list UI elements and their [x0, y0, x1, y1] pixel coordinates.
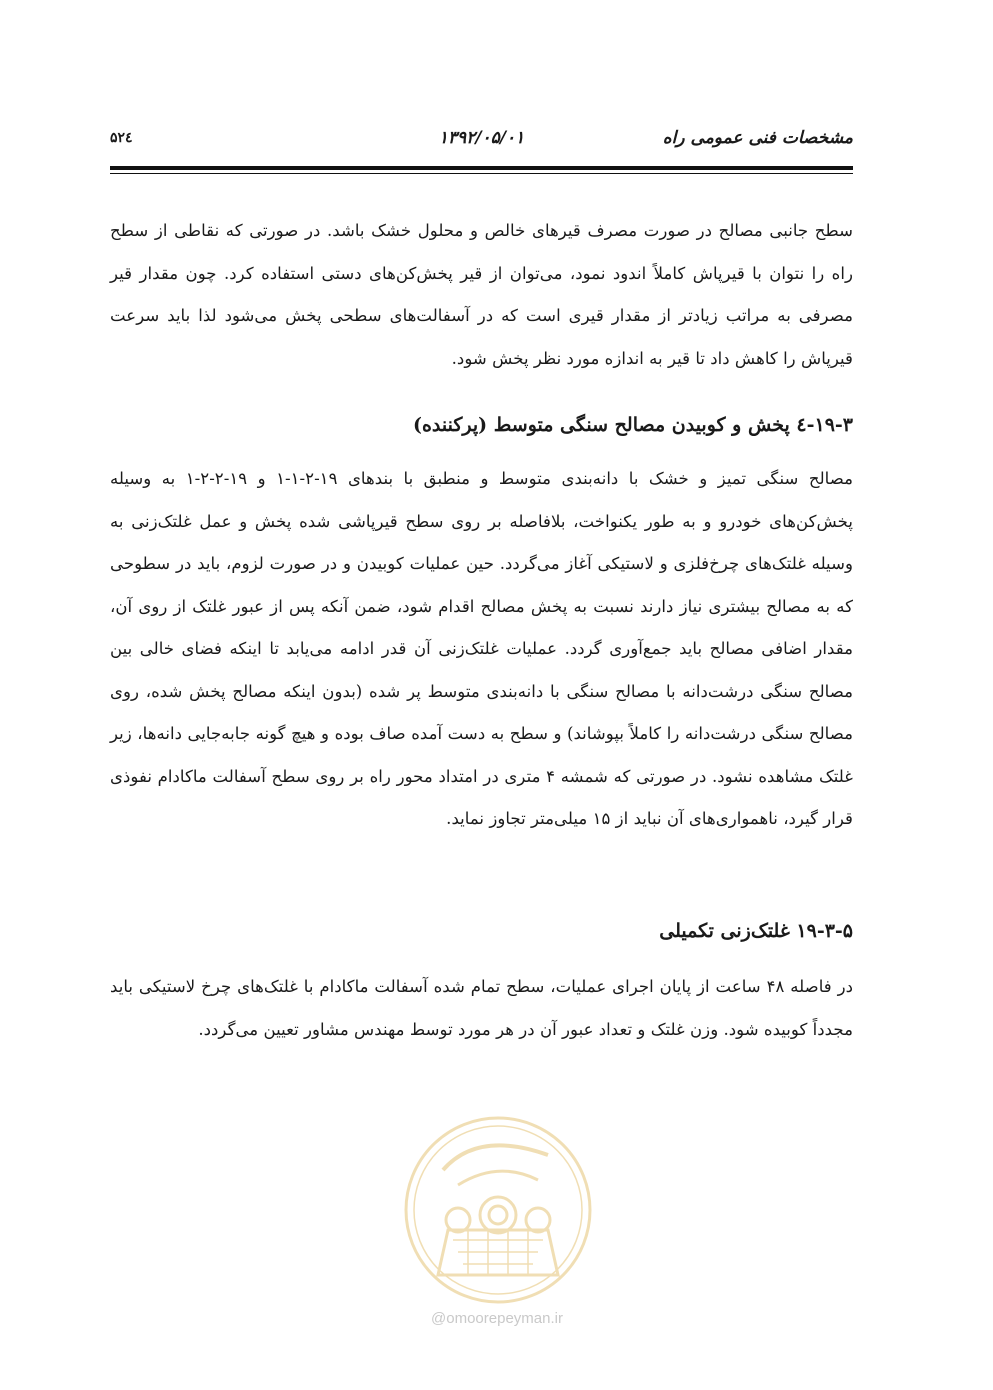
header-date: ۱۳۹۲/۰۵/۰۱ — [438, 128, 525, 148]
header-title: مشخصات فنی عمومی راه — [662, 128, 853, 148]
watermark-logo — [398, 1110, 598, 1320]
paragraph-final-rolling: در فاصله ۴۸ ساعت از پایان اجرای عملیات، سطح تمام شده آسفالت ماکادام با غلتک‌های چرخ لاستیکی باید مجدداً کوبیده شود. وزن غلتک و تعداد عبور آن در هر مورد توسط مهندس مشاور تعیین می‌گردد. — [110, 977, 853, 1039]
section-heading-19-3-4: ۱۹-۳-٤ پخش و کوبیدن مصالح سنگی متوسط (پرکننده) — [412, 414, 853, 436]
section-heading-19-3-5: ۱۹-۳-۵ غلتک‌زنی تکمیلی — [659, 920, 853, 942]
header-rule-thick — [110, 166, 853, 170]
page-number: ۵۲٤ — [110, 130, 133, 146]
paragraph-spreading: مصالح سنگی تمیز و خشک با دانه‌بندی متوسط و منطبق با بندهای ۱۹-۲-۱-۱ و ۱۹-۲-۲-۱ به وسیله پخش‌کن‌های خودرو و به طور یکنواخت، بلافاصله بر روی سطح قیرپاشی شده پخش و عمل غلتک‌زنی به وسیله غلتک‌های چرخ‌فلزی و لاستیکی آغاز می‌گردد. حین عملیات کوبیدن و در صورت لزوم، باید در سطوحی که به مصالح بیشتری نیاز دارند نسبت به پخش مصالح اقدام شود، ضمن آنکه پس از عبور غلتک از روی آن، مقدار اضافی مصالح باید جمع‌آوری گردد. عملیات غلتک‌زنی آن قدر ادامه می‌یابد تا اینکه فضای خالی بین مصالح سنگی درشت‌دانه با مصالح سنگی با دانه‌بندی متوسط پر شده (بدون اینکه مصالح پخش شده، روی مصالح سنگی درشت‌دانه را کاملاً بپوشاند) و سطح به دست آمده صاف بوده و هیچ گونه جابه‌جایی دانه‌ها، زیر غلتک مشاهده نشود. در صورتی که شمشه ۴ متری در امتداد محور راه بر روی سطح آسفالت ماکادام نفوذی قرار گیرد، ناهمواری‌های آن نباید از ۱۵ میلی‌متر تجاوز نماید. — [110, 469, 853, 828]
header-rule-thin — [110, 173, 853, 174]
paragraph-intro: سطح جانبی مصالح در صورت مصرف قیرهای خالص و محلول خشک باشد. در صورتی که نقاطی از سطح راه را نتوان با قیرپاش کاملاً اندود نمود، می‌توان از قیر پخش‌کن‌های دستی استفاده کرد. چون مقدار قیر مصرفی به مراتب زیادتر از مقدار قیری است که در آسفالت‌های سطحی پخش می‌شود لذا باید سرعت قیرپاش را کاهش داد تا قیر به اندازه مورد نظر پخش شود. — [110, 221, 853, 368]
watermark-site: @omoorepeyman.ir — [431, 1310, 563, 1327]
page-header — [110, 128, 853, 158]
